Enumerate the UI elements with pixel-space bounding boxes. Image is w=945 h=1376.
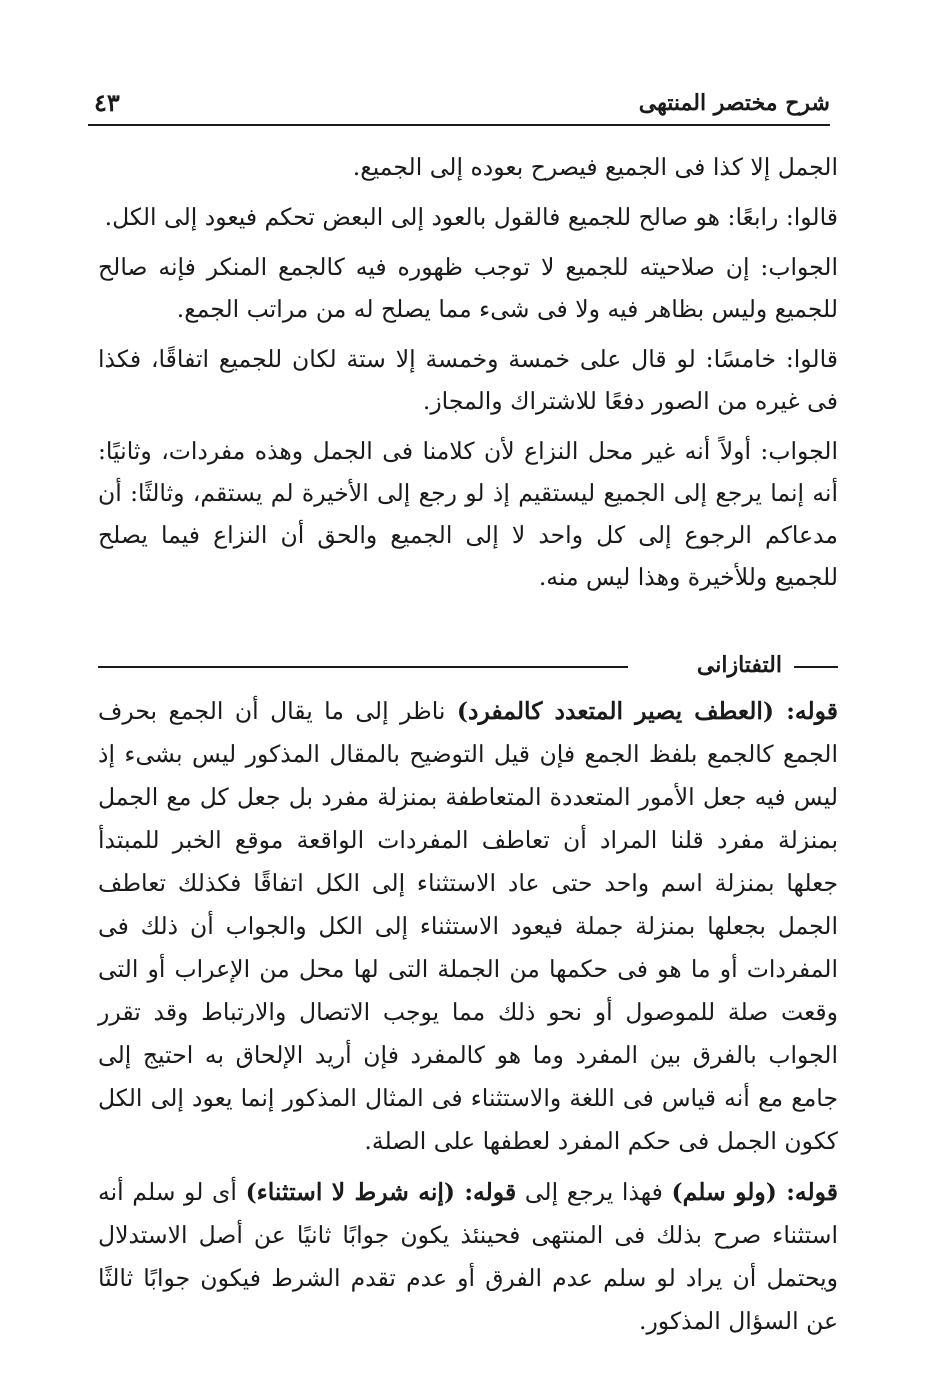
commentary-body: فهذا يرجع إلى (516, 1178, 672, 1206)
commentary-paragraph (98, 1171, 838, 1343)
divider-line (98, 666, 628, 668)
running-header (88, 88, 830, 126)
section-label: التفتازانى (696, 652, 782, 678)
main-text (98, 146, 838, 598)
page-number: ٤٣ (94, 88, 120, 117)
divider-line (794, 666, 838, 668)
commentary-paragraph (98, 690, 838, 1163)
paragraph: الجواب: أولاً أنه غير محل النزاع لأن كلامنا فى الجمل وهذه مفردات، وثانيًا: أنه إنما يرجع إلى الجميع ليستقيم إذ لو رجع إلى الأخيرة لم يستقم، وثالثًا: أن مدعاكم الرجوع إلى كل واحد لا إلى الجميع والحق أن النزاع فيما يصلح للجميع وللأخيرة وهذا ليس منه. (98, 437, 838, 591)
commentary-text (98, 690, 838, 1343)
paragraph: قالوا: رابعًا: هو صالح للجميع فالقول بالعود إلى البعض تحكم فيعود إلى الكل. (104, 203, 838, 231)
paragraph: الجمل إلا كذا فى الجميع فيصرح بعوده إلى الجميع. (352, 153, 838, 181)
commentary-body: أى لو سلم أنه استثناء صرح بذلك فى المنتهى فحينئذ يكون جوابًا ثانيًا عن أصل الاستدلال ويحتمل أن يراد لو سلم عدم الفرق أو عدم تقدم الشرط فيكون جوابًا ثالثًا عن السؤال المذكور. (98, 1178, 838, 1335)
running-title: شرح مختصر المنتهى (638, 90, 830, 116)
quoted-phrase: قوله: (إنه شرط لا استثناء) (245, 1178, 517, 1206)
commentary-body: ناظر إلى ما يقال أن الجمع بحرف الجمع كالجمع بلفظ الجمع فإن قيل التوضيح بالمقال المذكور ليس بشىء إذ ليس فيه جعل الأمور المتعددة المتعاطفة بمنزلة مفرد بل جعل كل مع الجمل بمنزلة مفرد قلنا المراد أن تعاطف المفردات الواقعة موقع الخبر للمبتدأ جعلها بمنزلة اسم واحد حتى عاد الاستثناء إلى الكل اتفاقًا فكذلك تعاطف الجمل بجعلها بمنزلة جملة فيعود الاستثناء إلى الكل والجواب أن ذلك فى المفردات أو ما هو فى حكمها من الجملة التى لها محل من الإعراب أو التى وقعت صلة للموصول أو نحو ذلك مما يوجب الاتصال والارتباط وقد تقرر الجواب بالفرق بين المفرد وما هو كالمفرد فإن أريد الإلحاق به احتيج إلى جامع مع أنه قياس فى اللغة والاستثناء فى المثال المذكور إنما يعود إلى الكل ككون الجمل فى حكم المفرد لعطفها على الصلة. (98, 697, 838, 1155)
section-divider (98, 650, 838, 680)
quoted-phrase: قوله: (ولو سلم) (671, 1178, 839, 1206)
paragraph: الجواب: إن صلاحيته للجميع لا توجب ظهوره فيه كالجمع المنكر فإنه صالح للجميع وليس بظاهر فيه ولا فى شىء مما يصلح له من مراتب الجمع. (98, 253, 838, 323)
quoted-phrase: قوله: (العطف يصير المتعدد كالمفرد) (456, 697, 839, 725)
paragraph: قالوا: خامسًا: لو قال على خمسة وخمسة إلا ستة لكان للجميع اتفاقًا، فكذا فى غيره من الصور دفعًا للاشتراك والمجاز. (98, 345, 838, 415)
